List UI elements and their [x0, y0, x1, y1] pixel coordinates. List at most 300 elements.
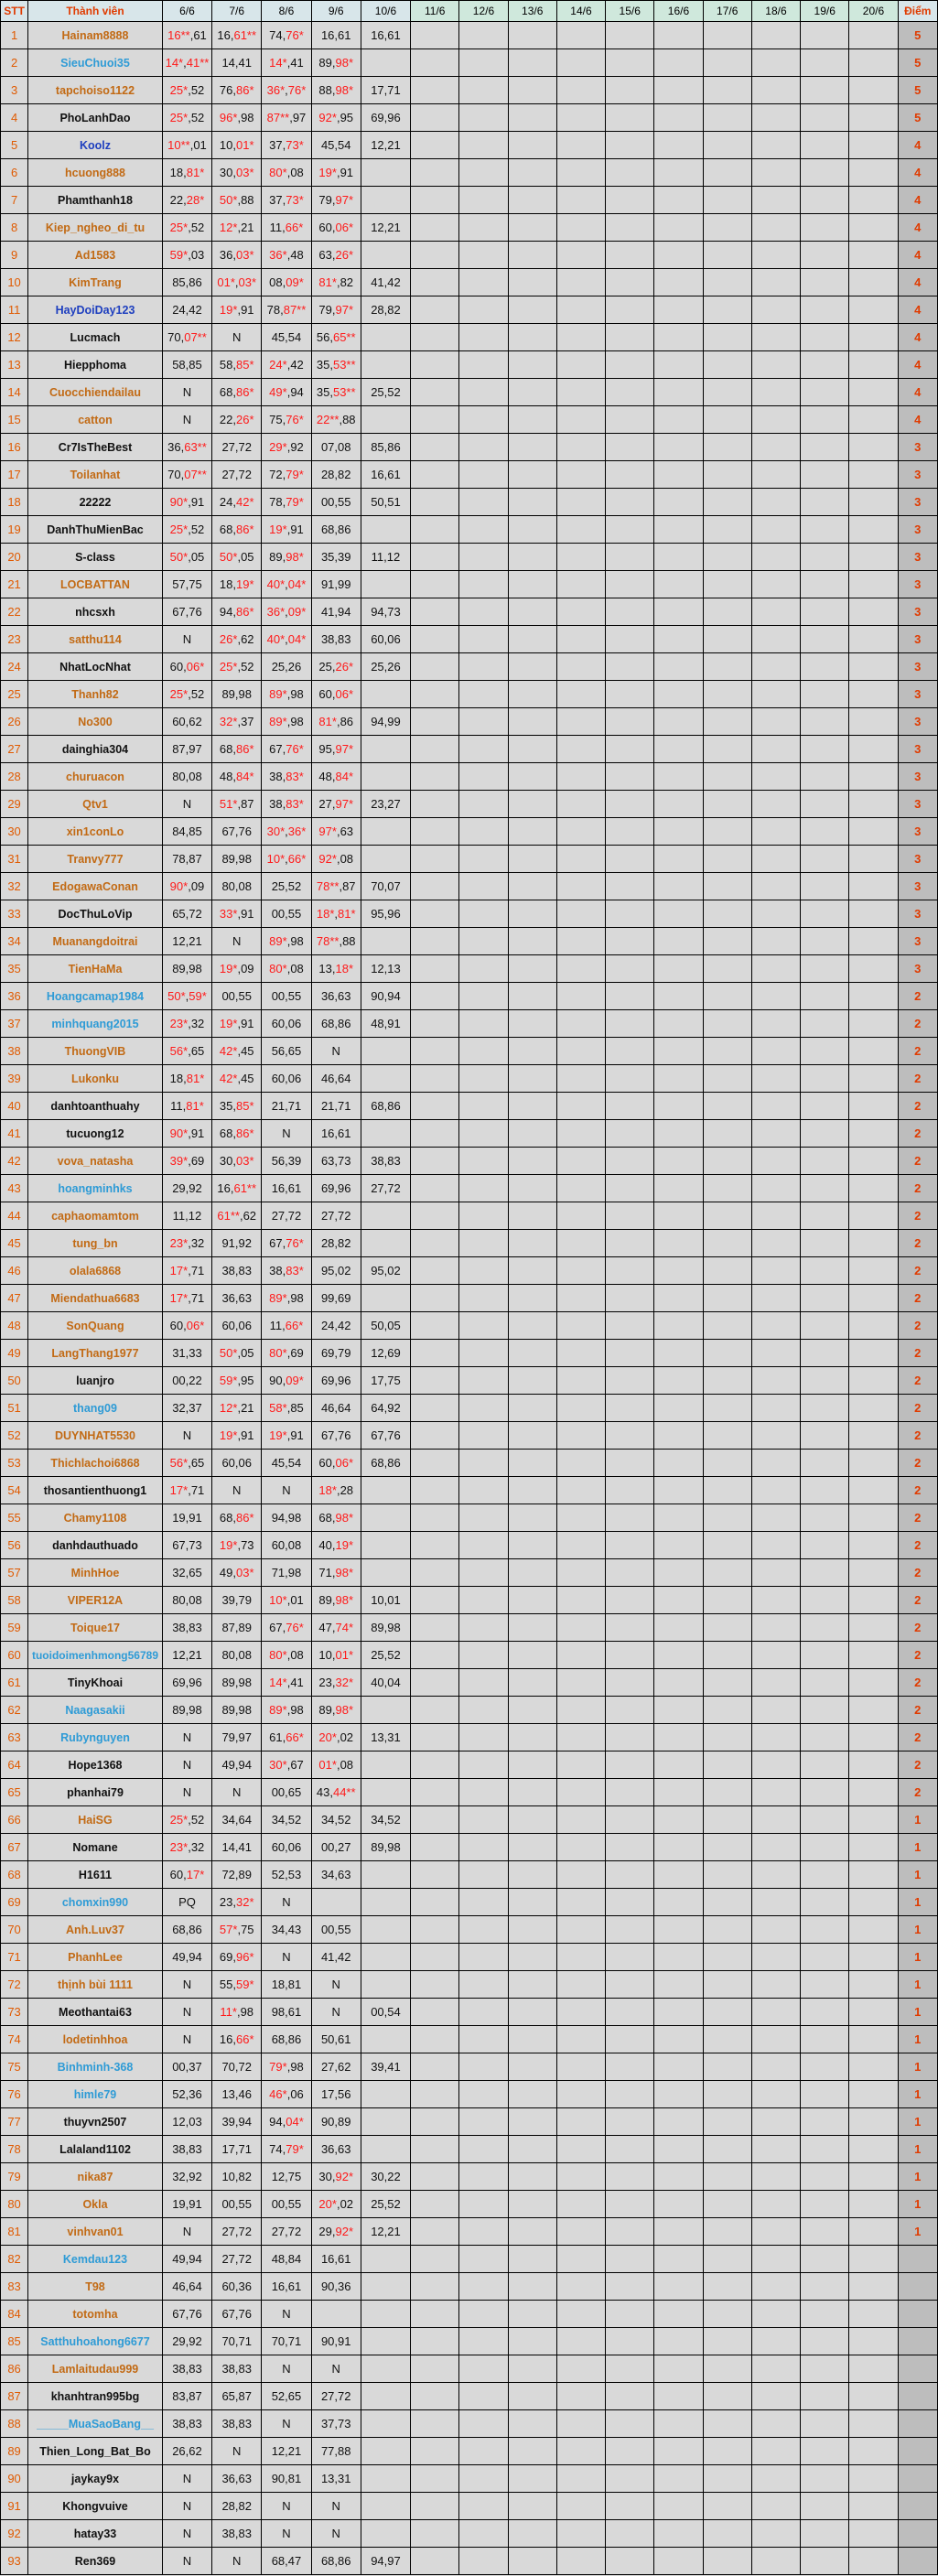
member-name[interactable]: Miendathua6683 [28, 1285, 163, 1312]
member-name[interactable]: Tranvy777 [28, 846, 163, 873]
empty-cell [654, 132, 703, 159]
empty-cell [849, 571, 898, 598]
member-name[interactable]: tung_bn [28, 1230, 163, 1257]
member-name[interactable]: MinhHoe [28, 1559, 163, 1587]
empty-cell [703, 2053, 751, 2081]
empty-cell [751, 1697, 800, 1724]
table-row [1, 1175, 938, 1202]
member-name[interactable]: Toique17 [28, 1614, 163, 1642]
prediction-cell: 35,53** [311, 351, 361, 379]
empty-cell [751, 406, 800, 434]
member-name[interactable]: totomha [28, 2301, 163, 2328]
row-score: 1 [898, 1944, 937, 1971]
member-name[interactable]: Lucmach [28, 324, 163, 351]
row-score: 2 [898, 1422, 937, 1450]
member-name[interactable]: S-class [28, 544, 163, 571]
empty-cell [556, 1367, 605, 1395]
member-name[interactable]: TinyKhoai [28, 1669, 163, 1697]
member-name[interactable]: Anh.Luv37 [28, 1916, 163, 1944]
empty-cell [508, 104, 556, 132]
empty-cell [411, 1285, 459, 1312]
empty-cell [801, 1642, 849, 1669]
empty-cell [703, 104, 751, 132]
row-stt: 92 [1, 2520, 28, 2548]
row-stt: 26 [1, 708, 28, 736]
row-stt: 31 [1, 846, 28, 873]
row-stt: 46 [1, 1257, 28, 1285]
empty-cell [654, 873, 703, 900]
prediction-cell: 48,84* [311, 763, 361, 791]
member-name[interactable]: Naagasakii [28, 1697, 163, 1724]
member-name[interactable]: Kiep_ngheo_di_tu [28, 214, 163, 242]
empty-cell [606, 1614, 654, 1642]
row-score [898, 2493, 937, 2520]
empty-cell [654, 2328, 703, 2355]
empty-cell [751, 873, 800, 900]
prediction-cell: 14*,41** [162, 49, 211, 77]
prediction-cell: 18*,28 [311, 1477, 361, 1504]
member-name[interactable]: HaiSG [28, 1806, 163, 1834]
member-name[interactable]: thịnh bùi 1111 [28, 1971, 163, 1999]
member-name[interactable]: Muanangdoitrai [28, 928, 163, 955]
prediction-cell: 28,82 [311, 461, 361, 489]
empty-cell [606, 187, 654, 214]
empty-cell [801, 1285, 849, 1312]
table-row [1, 269, 938, 296]
prediction-cell: 25*,52 [162, 214, 211, 242]
empty-cell [751, 653, 800, 681]
prediction-cell: 68,86 [262, 2026, 311, 2053]
member-name[interactable]: Thichlachoi6868 [28, 1450, 163, 1477]
member-name[interactable]: satthu114 [28, 626, 163, 653]
empty-cell [508, 2191, 556, 2218]
empty-cell [654, 516, 703, 544]
member-name[interactable]: nhcsxh [28, 598, 163, 626]
prediction-cell: 67,76* [262, 736, 311, 763]
prediction-cell [311, 1889, 361, 1916]
empty-cell [556, 2410, 605, 2438]
empty-cell [703, 2191, 751, 2218]
prediction-cell: 27,72 [212, 2246, 262, 2273]
empty-cell [556, 846, 605, 873]
empty-cell [801, 1093, 849, 1120]
empty-cell [556, 1202, 605, 1230]
member-name[interactable]: Rubynguyen [28, 1724, 163, 1751]
empty-cell [654, 489, 703, 516]
member-name[interactable]: _____MuaSaoBang__ [28, 2410, 163, 2438]
empty-cell [459, 1010, 508, 1038]
prediction-cell: N [262, 1120, 311, 1148]
member-name[interactable]: himle79 [28, 2081, 163, 2108]
empty-cell [801, 2410, 849, 2438]
header-date: 16/6 [654, 1, 703, 22]
empty-cell [849, 1532, 898, 1559]
prediction-cell: 30,92* [311, 2163, 361, 2191]
prediction-cell: 12,21 [361, 2218, 410, 2246]
prediction-cell: N [262, 2520, 311, 2548]
member-name[interactable]: tucuong12 [28, 1120, 163, 1148]
empty-cell [849, 1916, 898, 1944]
empty-cell [459, 489, 508, 516]
empty-cell [751, 571, 800, 598]
empty-cell [654, 1724, 703, 1751]
empty-cell [801, 791, 849, 818]
empty-cell [508, 2410, 556, 2438]
prediction-cell: 40,19* [311, 1532, 361, 1559]
prediction-cell: 50*,59* [162, 983, 211, 1010]
empty-cell [751, 1999, 800, 2026]
member-name[interactable]: Hope1368 [28, 1751, 163, 1779]
prediction-cell: 30*,36* [262, 818, 311, 846]
member-name[interactable]: thang09 [28, 1395, 163, 1422]
member-name[interactable]: Satthuhoahong6677 [28, 2328, 163, 2355]
member-name[interactable]: khanhtran995bg [28, 2383, 163, 2410]
member-name[interactable]: SieuChuoi35 [28, 49, 163, 77]
member-name[interactable]: LangThang1977 [28, 1340, 163, 1367]
row-score: 1 [898, 2053, 937, 2081]
empty-cell [751, 1450, 800, 1477]
empty-cell [849, 544, 898, 571]
empty-cell [606, 516, 654, 544]
prediction-cell: 32,92 [162, 2163, 211, 2191]
empty-cell [606, 351, 654, 379]
empty-cell [459, 1889, 508, 1916]
empty-cell [606, 489, 654, 516]
empty-cell [556, 351, 605, 379]
empty-cell [654, 1889, 703, 1916]
empty-cell [411, 1642, 459, 1669]
empty-cell [751, 2493, 800, 2520]
empty-cell [849, 1477, 898, 1504]
empty-cell [801, 1532, 849, 1559]
member-name[interactable]: vova_natasha [28, 1148, 163, 1175]
row-score: 2 [898, 1312, 937, 1340]
empty-cell [654, 2108, 703, 2136]
member-name[interactable]: chomxin990 [28, 1889, 163, 1916]
member-name[interactable]: caphaomamtom [28, 1202, 163, 1230]
empty-cell [508, 1532, 556, 1559]
prediction-cell: 29,92 [162, 2328, 211, 2355]
empty-cell [849, 1587, 898, 1614]
empty-cell [459, 351, 508, 379]
empty-cell [849, 763, 898, 791]
member-name[interactable]: Phamthanh18 [28, 187, 163, 214]
empty-cell [703, 1971, 751, 1999]
table-row [1, 2301, 938, 2328]
member-name[interactable]: Ren369 [28, 2548, 163, 2575]
prediction-cell: 24,42* [212, 489, 262, 516]
member-name[interactable]: VIPER12A [28, 1587, 163, 1614]
prediction-cell: 57*,75 [212, 1916, 262, 1944]
empty-cell [751, 955, 800, 983]
empty-cell [606, 1916, 654, 1944]
row-score: 3 [898, 928, 937, 955]
empty-cell [801, 324, 849, 351]
empty-cell [751, 1422, 800, 1450]
member-name[interactable]: phanhai79 [28, 1779, 163, 1806]
empty-cell [703, 1504, 751, 1532]
empty-cell [556, 1669, 605, 1697]
table-row [1, 736, 938, 763]
empty-cell [508, 1559, 556, 1587]
member-name[interactable]: DUYNHAT5530 [28, 1422, 163, 1450]
header-date: 7/6 [212, 1, 262, 22]
member-name[interactable]: Kemdau123 [28, 2246, 163, 2273]
prediction-cell: 81*,82 [311, 269, 361, 296]
empty-cell [801, 1999, 849, 2026]
member-name[interactable]: Cr7IsTheBest [28, 434, 163, 461]
member-name[interactable]: SonQuang [28, 1312, 163, 1340]
empty-cell [556, 681, 605, 708]
prediction-cell: 48,91 [361, 1010, 410, 1038]
empty-cell [606, 1093, 654, 1120]
member-name[interactable]: ThuongVIB [28, 1038, 163, 1065]
empty-cell [459, 1834, 508, 1861]
empty-cell [751, 736, 800, 763]
row-stt: 27 [1, 736, 28, 763]
member-name[interactable]: Okla [28, 2191, 163, 2218]
member-name[interactable]: vinhvan01 [28, 2218, 163, 2246]
empty-cell [411, 2136, 459, 2163]
empty-cell [703, 214, 751, 242]
empty-cell [411, 873, 459, 900]
member-name[interactable]: No300 [28, 708, 163, 736]
empty-cell [606, 22, 654, 49]
prediction-cell: 94,86* [212, 598, 262, 626]
member-name[interactable]: Thien_Long_Bat_Bo [28, 2438, 163, 2465]
prediction-cell: 41,42 [311, 1944, 361, 1971]
member-name[interactable]: 22222 [28, 489, 163, 516]
member-name[interactable]: KimTrang [28, 269, 163, 296]
prediction-cell: 48,84* [212, 763, 262, 791]
prediction-cell: 67,76 [311, 1422, 361, 1450]
empty-cell [801, 708, 849, 736]
prediction-cell: 12*,21 [212, 1395, 262, 1422]
prediction-cell: 80,08 [162, 1587, 211, 1614]
table-row [1, 1093, 938, 1120]
empty-cell [849, 1148, 898, 1175]
empty-cell [849, 1861, 898, 1889]
row-score [898, 2273, 937, 2301]
empty-cell [411, 1450, 459, 1477]
prediction-cell: 35,53** [311, 379, 361, 406]
member-name[interactable]: thuyvn2507 [28, 2108, 163, 2136]
empty-cell [654, 2410, 703, 2438]
member-name[interactable]: tuoidoimenhmong56789 [28, 1642, 163, 1669]
table-row [1, 324, 938, 351]
member-name[interactable]: HayDoiDay123 [28, 296, 163, 324]
row-score: 1 [898, 1971, 937, 1999]
prediction-cell: 68,86 [311, 516, 361, 544]
empty-cell [654, 681, 703, 708]
empty-cell [703, 2520, 751, 2548]
empty-cell [703, 1889, 751, 1916]
member-name[interactable]: catton [28, 406, 163, 434]
member-name[interactable]: DocThuLoVip [28, 900, 163, 928]
empty-cell [606, 2246, 654, 2273]
member-name[interactable]: EdogawaConan [28, 873, 163, 900]
empty-cell [801, 1779, 849, 1806]
empty-cell [654, 296, 703, 324]
member-name[interactable]: xin1conLo [28, 818, 163, 846]
prediction-cell: 25,52 [361, 379, 410, 406]
member-name[interactable]: DanhThuMienBac [28, 516, 163, 544]
member-name[interactable]: Toilanhat [28, 461, 163, 489]
prediction-cell: 36,63 [311, 2136, 361, 2163]
member-name[interactable]: tapchoiso1122 [28, 77, 163, 104]
row-score: 3 [898, 598, 937, 626]
empty-cell [459, 1999, 508, 2026]
member-name[interactable]: churuacon [28, 763, 163, 791]
row-score: 3 [898, 434, 937, 461]
empty-cell [459, 2520, 508, 2548]
empty-cell [849, 214, 898, 242]
empty-cell [606, 2273, 654, 2301]
empty-cell [849, 1971, 898, 1999]
prediction-cell: 49,94 [162, 2246, 211, 2273]
empty-cell [801, 2081, 849, 2108]
table-row [1, 2355, 938, 2383]
member-name[interactable]: Lalaland1102 [28, 2136, 163, 2163]
prediction-cell: N [162, 1724, 211, 1751]
empty-cell [411, 1257, 459, 1285]
table-row [1, 242, 938, 269]
member-name[interactable]: PhoLanhDao [28, 104, 163, 132]
prediction-cell: 50,05 [361, 1312, 410, 1340]
member-name[interactable]: Nomane [28, 1834, 163, 1861]
prediction-cell [361, 187, 410, 214]
member-name[interactable]: danhdauthuado [28, 1532, 163, 1559]
empty-cell [508, 1257, 556, 1285]
prediction-cell: 00,37 [162, 2053, 211, 2081]
member-name[interactable]: Thanh82 [28, 681, 163, 708]
prediction-cell: 22,26* [212, 406, 262, 434]
member-name[interactable]: Khongvuive [28, 2493, 163, 2520]
empty-cell [459, 1559, 508, 1587]
empty-cell [459, 2026, 508, 2053]
empty-cell [556, 1285, 605, 1312]
empty-cell [703, 296, 751, 324]
member-name[interactable]: PhanhLee [28, 1944, 163, 1971]
row-stt: 78 [1, 2136, 28, 2163]
member-name[interactable]: luanjro [28, 1367, 163, 1395]
member-name[interactable]: hcuong888 [28, 159, 163, 187]
empty-cell [556, 2163, 605, 2191]
prediction-cell: 95,96 [361, 900, 410, 928]
prediction-cell: 69,79 [311, 1340, 361, 1367]
prediction-cell: 32*,37 [212, 708, 262, 736]
empty-cell [751, 324, 800, 351]
prediction-cell: 72,79* [262, 461, 311, 489]
empty-cell [606, 2548, 654, 2575]
member-name[interactable]: Hainam8888 [28, 22, 163, 49]
member-name[interactable]: hoangminhks [28, 1175, 163, 1202]
empty-cell [508, 22, 556, 49]
table-row [1, 2081, 938, 2108]
prediction-cell [361, 2246, 410, 2273]
prediction-cell: 69,96* [212, 1944, 262, 1971]
member-name[interactable]: minhquang2015 [28, 1010, 163, 1038]
header-date: 18/6 [751, 1, 800, 22]
row-score: 1 [898, 2081, 937, 2108]
member-name[interactable]: TienHaMa [28, 955, 163, 983]
empty-cell [801, 626, 849, 653]
member-name[interactable]: Meothantai63 [28, 1999, 163, 2026]
empty-cell [703, 1779, 751, 1806]
empty-cell [606, 2410, 654, 2438]
member-name[interactable]: Lamlaitudau999 [28, 2355, 163, 2383]
prediction-cell [361, 2328, 410, 2355]
member-name[interactable]: danhtoanthuahy [28, 1093, 163, 1120]
empty-cell [459, 132, 508, 159]
member-name[interactable]: Cuocchiendailau [28, 379, 163, 406]
table-row [1, 955, 938, 983]
member-name[interactable]: LOCBATTAN [28, 571, 163, 598]
prediction-cell: N [162, 626, 211, 653]
member-name[interactable]: nika87 [28, 2163, 163, 2191]
empty-cell [801, 1450, 849, 1477]
member-name[interactable]: NhatLocNhat [28, 653, 163, 681]
empty-cell [654, 1532, 703, 1559]
empty-cell [654, 104, 703, 132]
empty-cell [654, 379, 703, 406]
empty-cell [606, 2026, 654, 2053]
prediction-cell: 27,72 [311, 2383, 361, 2410]
row-score [898, 2301, 937, 2328]
empty-cell [459, 1861, 508, 1889]
member-name[interactable]: olala6868 [28, 1257, 163, 1285]
table-row [1, 1367, 938, 1395]
prediction-cell: 79,97* [311, 187, 361, 214]
member-name[interactable]: Ad1583 [28, 242, 163, 269]
row-stt: 83 [1, 2273, 28, 2301]
member-name[interactable]: thosantienthuong1 [28, 1477, 163, 1504]
member-name[interactable]: Chamy1108 [28, 1504, 163, 1532]
row-score: 4 [898, 159, 937, 187]
prediction-cell: 85,86 [162, 269, 211, 296]
empty-cell [606, 626, 654, 653]
member-name[interactable]: Binhminh-368 [28, 2053, 163, 2081]
prediction-cell: 89,98* [311, 49, 361, 77]
member-name[interactable]: jaykay9x [28, 2465, 163, 2493]
empty-cell [654, 1450, 703, 1477]
member-name[interactable]: Qtv1 [28, 791, 163, 818]
empty-cell [411, 1751, 459, 1779]
member-name[interactable]: Koolz [28, 132, 163, 159]
table-row [1, 1120, 938, 1148]
member-name[interactable]: H1611 [28, 1861, 163, 1889]
empty-cell [556, 269, 605, 296]
member-name[interactable]: lodetinhhoa [28, 2026, 163, 2053]
row-stt: 62 [1, 1697, 28, 1724]
member-name[interactable]: T98 [28, 2273, 163, 2301]
member-name[interactable]: Hiepphoma [28, 351, 163, 379]
member-name[interactable]: Hoangcamap1984 [28, 983, 163, 1010]
table-row [1, 1779, 938, 1806]
empty-cell [508, 681, 556, 708]
empty-cell [459, 2136, 508, 2163]
empty-cell [703, 1477, 751, 1504]
prediction-cell: N [162, 2465, 211, 2493]
row-score [898, 2328, 937, 2355]
member-name[interactable]: dainghia304 [28, 736, 163, 763]
empty-cell [751, 1779, 800, 1806]
empty-cell [849, 2465, 898, 2493]
member-name[interactable]: Lukonku [28, 1065, 163, 1093]
prediction-cell: 23*,32 [162, 1834, 211, 1861]
member-name[interactable]: hatay33 [28, 2520, 163, 2548]
empty-cell [556, 983, 605, 1010]
